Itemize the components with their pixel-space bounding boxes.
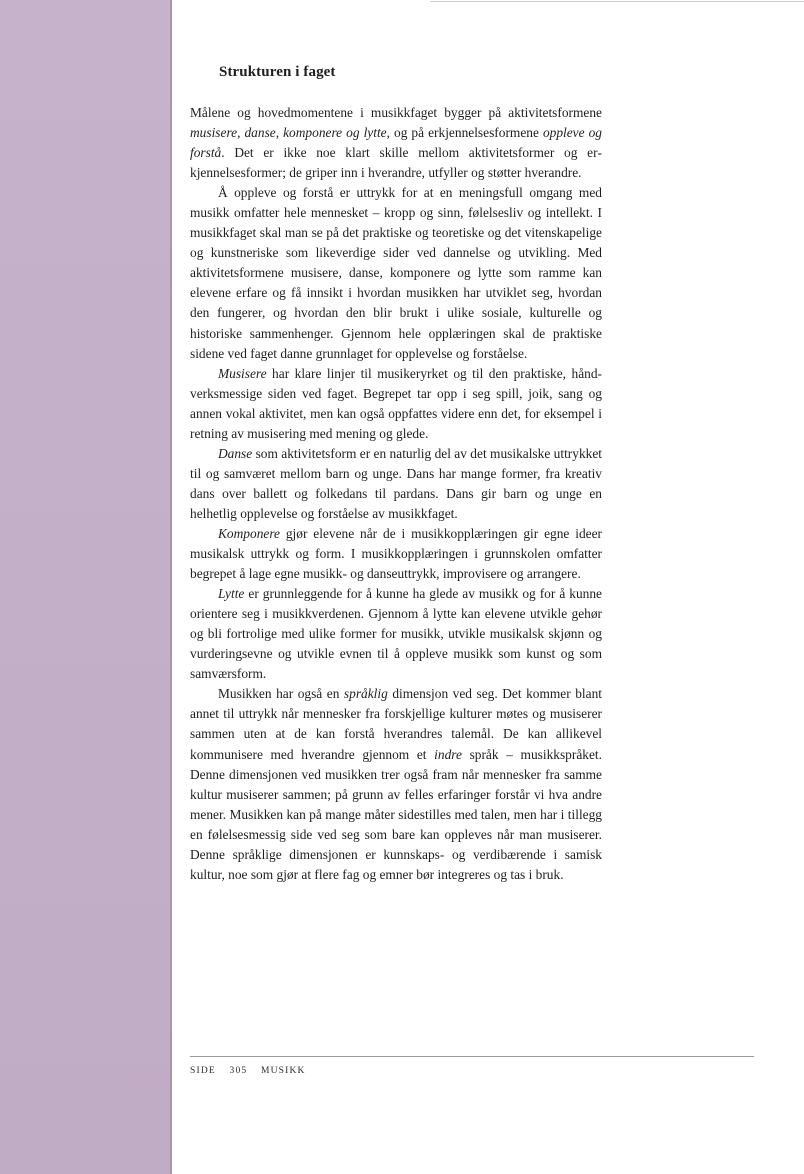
page-footer [190,1066,316,1076]
margin-color-band [0,0,172,1174]
footer-rule [190,1056,754,1057]
text-run: Musikken har også en [218,686,344,702]
top-rule [430,1,804,2]
page-content [190,64,602,885]
paragraph [190,364,602,444]
text-run: Målene og hovedmomentene i musikkfaget bygger på aktivitetsformene [190,105,602,120]
italic-term: Lytte [218,586,245,602]
paragraph [190,524,602,584]
body-text [190,103,602,885]
italic-term: Komponere [218,525,280,541]
text-run: . Det er ikke noe klart skille mellom aktivitetsformer og erkjennelsesformer; de griper inn i hverandre, utfyller og støtter hverandre. [190,145,602,181]
italic-term: indre [434,746,462,762]
paragraph [190,684,602,884]
text-run: språk – musikkspråket. Denne dimensjonen ved musikken trer også fram når mennesker fra samme kultur musiserer sammen; på grunn av felles erfaringer forstår vi hva andre mener. Musikken kan på mange måter sidestilles med talen, men har i tillegg en følelsesmessig side ved seg som bare kan oppleves når man musiserer. Denne språklige dimensjonen er kunnskaps- og verdibærende i samisk kultur, noe som gjør at flere fag og emner bør integreres og tas i bruk. [190,746,602,882]
italic-term: oppleve og forstå [190,125,602,161]
paragraph [190,444,602,524]
paragraph [190,183,602,363]
section-title: Strukturen i faget [219,64,336,80]
text-run: som aktivitetsform er en naturlig del av det musikalske uttrykket til og samværet mellom barn og unge. Dans har mange former, fra kreativ dans over ballett og folkedans til pardans. Dans gir barn og unge en helhetlig opplevelse og forståelse av musikkfaget. [190,445,602,521]
paragraph [190,584,602,684]
italic-term: musisere, danse, komponere og lytte [190,125,387,141]
text-run: gjør elevene når de i musikkopplæringen gir egne ideer musikalsk uttrykk og form. I musikkopplæringen i grunnskolen omfatter begrepet å lage egne musikk- og danseuttrykk, improvisere og arrangere. [190,525,602,582]
text-run: er grunnleggende for å kunne ha glede av musikk og for å kunne orientere seg i musikkverdenen. Gjennom å lytte kan elevene utvikle gehør og bli fortrolige med ulike former for musikk, utvikle musikalsk skjønn og vurderingsevne og utvikle evnen til å oppleve musikk som kunst og som samværsform. [190,586,602,682]
italic-term: Danse [218,445,253,461]
paragraph [190,103,602,183]
footer-page-number: 305 [229,1066,248,1076]
text-run: har klare linjer til musikeryrket og til den praktiske, håndverksmessige siden ved faget. Begrepet tar opp i seg spill, joik, sang og annen vokal aktivitet, men kan også oppfattes videre enn det, for eksempel i retning av musisering med mening og glede. [190,365,602,441]
footer-subject: MUSIKK [260,1066,306,1076]
text-run: , og på erkjennelsesformene [386,125,543,141]
text-run: Å oppleve og forstå er uttrykk for at en meningsfull omgang med musikk omfatter hele mennesket – kropp og sinn, følelsesliv og intellekt. I musikkfaget skal man se på det praktiske og teoretiske og det vitenskapelige og kunstneriske som likeverdige sider ved dannelse og utvikling. Med aktivitetsformene musisere, danse, komponere og lytte som ramme kan elevene erfare og få innsikt i hvordan musikken har utviklet seg, hvordan den fungerer, og hvordan den blir brukt i ulike sosiale, kulturelle og historiske sammenhenger. Gjennom hele opplæringen skal de praktiske sidene ved faget danne grunnlaget for opplevelse og forståelse. [190,185,602,361]
italic-term: språklig [343,686,388,702]
footer-side-label: SIDE [190,1066,216,1076]
text-run: dimensjon ved seg. Det kommer blant annet til uttrykk når mennesker fra forskjellige kulturer møtes og musiserer sammen uten at de kan forstå hverandres talemål. De kan allikevel kommunisere med hverandre gjennom et [190,686,602,762]
italic-term: Musisere [218,365,267,381]
